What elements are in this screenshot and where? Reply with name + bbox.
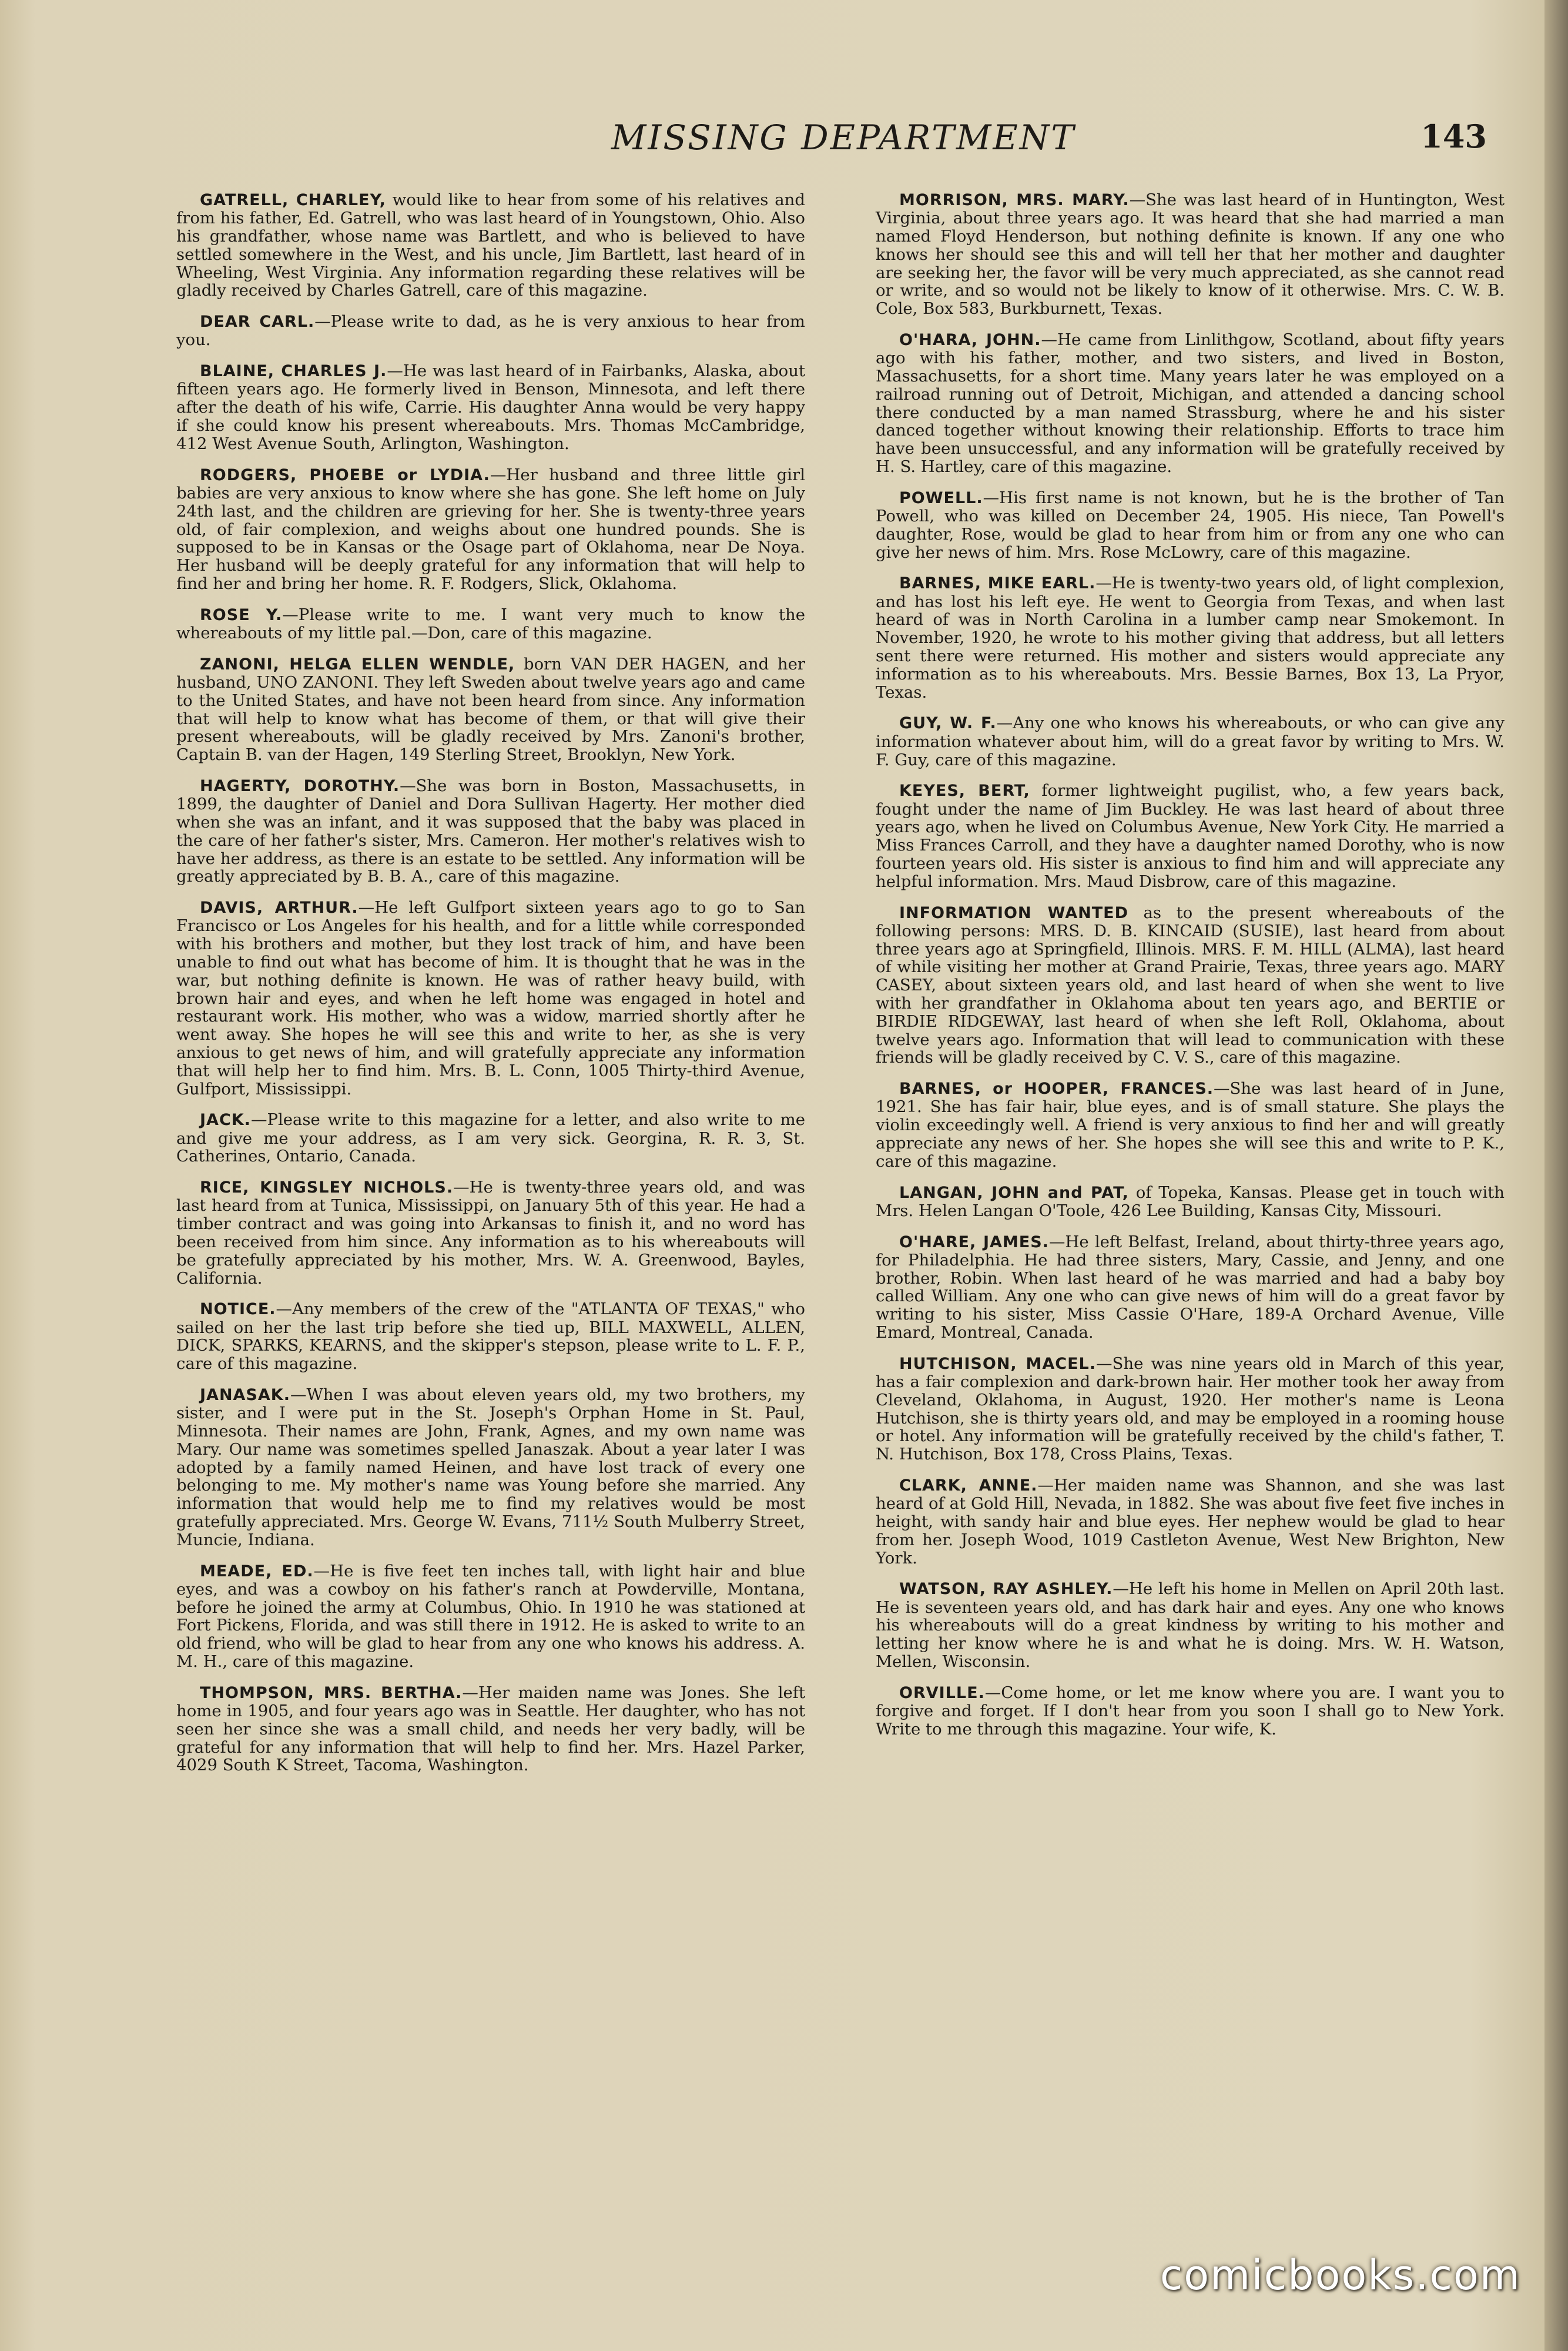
notice-name: WATSON, RAY ASHLEY. <box>899 1580 1113 1599</box>
site-watermark: comicbooks.com <box>1160 2251 1521 2299</box>
notice-body: —He is twenty-two years old, of light complexion, and has lost his left eye. He went to Georgia from Texas, and when last heard of was in North Carolina in a lumber camp near Smokemont. In November, 1920, he wrote to his mother giving that address, but all letters sent there were returned. His mother and sisters would appreciate any information as to his whereabouts. Mrs. Bessie Barnes, Box 13, La Pryor, Texas. <box>876 574 1505 702</box>
notice-entry <box>876 1580 1505 1670</box>
notice-entry <box>176 1178 805 1287</box>
notice-name: MORRISON, MRS. MARY. <box>899 191 1130 209</box>
notice-entry <box>176 899 805 1098</box>
notice-name: O'HARE, JAMES. <box>899 1233 1049 1251</box>
notice-body: —She was last heard of in Huntington, West Virginia, about three years ago. It was heard that she had married a man named Floyd Henderson, but nothing definite is known. If any one who knows her should see this and will tell her that her mother and daughter are seeking her, the favor will be very much appreciated, as she cannot read or write, and so would not be likely to know of it otherwise. Mrs. C. W. B. Cole, Box 583, Burkburnett, Texas. <box>876 190 1505 319</box>
notice-name: DAVIS, ARTHUR. <box>200 899 359 917</box>
notice-body: —He left Gulfport sixteen years ago to go to San Francisco or Los Angeles for his health, and for a little while corresponded with his brothers and mother, but they lost track of him, and have been unable to find out what has become of him. It is thought that he was in the war, but nothing definite is known. He was of rather heavy build, with brown hair and eyes, and when he left home was engaged in hotel and restaurant work. His mother, who was a widow, married shortly after he went away. She hopes he will see this and write to her, as she is very anxious to get news of him, and will gratefully appreciate any information that will help her to find him. Mrs. B. L. Conn, 1005 Thirty-third Avenue, Gulfport, Mississippi. <box>176 898 805 1099</box>
notice-name: O'HARA, JOHN. <box>899 331 1041 350</box>
notice-name: ZANONI, HELGA ELLEN WENDLE, <box>200 655 515 674</box>
notice-entry <box>176 606 805 642</box>
notice-entry <box>876 1355 1505 1463</box>
notice-entry <box>176 191 805 300</box>
notice-name: BLAINE, CHARLES J. <box>200 362 387 381</box>
notice-body: born VAN DER HAGEN, and her husband, UNO ZANONI. They left Sweden about twelve years ago and came to the United States, and have not been heard from since. Any information that will help to know what has become of them, or that will give their present whereabouts, will be gladly received by Mrs. Zanoni's brother, Captain B. van der Hagen, 149 Sterling Street, Brooklyn, New York. <box>176 654 805 765</box>
notice-name: ROSE Y. <box>200 605 283 624</box>
notice-entry <box>176 1684 805 1774</box>
notice-name: DEAR CARL. <box>200 313 315 331</box>
notice-entry <box>176 777 805 886</box>
notice-body: —He came from Linlithgow, Scotland, about fifty years ago with his father, mother, and two sisters, and lived in Boston, Massachusetts, for a short time. Many years later he was employed on a railroad running out of Detroit, Michigan, and attended a dancing school there conducted by a man named Strassburg, where he and his sister danced together without knowing their relationship. Efforts to trace him have been unsuccessful, and any information will be gratefully received by H. S. Hartley, care of this magazine. <box>876 330 1505 477</box>
notice-name: BARNES, or HOOPER, FRANCES. <box>899 1080 1214 1099</box>
notice-body: —Any members of the crew of the "ATLANTA OF TEXAS," who sailed on her the last trip before she tied up, BILL MAXWELL, ALLEN, DICK, SPARKS, KEARNS, and the skipper's stepson, please write to L. F. P., care of this magazine. <box>176 1300 805 1374</box>
notice-entry <box>876 1233 1505 1342</box>
notice-entry <box>176 466 805 593</box>
notice-name: JACK. <box>200 1111 251 1130</box>
page-binding-edge <box>1544 0 1568 2351</box>
notice-body: —Please write to me. I want very much to know the whereabouts of my little pal.—Don, care of this magazine. <box>176 605 805 642</box>
notice-name: BARNES, MIKE EARL. <box>899 574 1096 593</box>
left-column <box>176 191 805 1787</box>
notice-entry <box>876 191 1505 318</box>
notice-body: former lightweight pugilist, who, a few years back, fought under the name of Jim Buckley. He was last heard of about three years ago, when he lived on Columbus Avenue, New York City. He married a Miss Frances Carroll, and they have a daughter named Dorothy, who is now fourteen years old. His sister is anxious to find him and will appreciate any helpful information. Mrs. Maud Disbrow, care of this magazine. <box>876 781 1505 891</box>
notice-entry <box>876 714 1505 769</box>
notice-body: —He was last heard of in Fairbanks, Alaska, about fifteen years ago. He formerly lived in Benson, Minnesota, and left there after the death of his wife, Carrie. His daughter Anna would be very happy if she could know his present whereabouts. Mrs. Thomas McCambridge, 412 West Avenue South, Arlington, Washington. <box>176 361 805 453</box>
notice-body: —Please write to this magazine for a letter, and also write to me and give me your address, as I am very sick. Georgina, R. R. 3, St. Catherines, Ontario, Canada. <box>176 1110 805 1166</box>
notice-name: POWELL. <box>899 488 983 507</box>
notice-body: —Her maiden name was Shannon, and she was last heard of at Gold Hill, Nevada, in 1882. She was about five feet five inches in height, with sandy hair and blue eyes. Her nephew would be glad to hear from her. Joseph Wood, 1019 Castleton Avenue, West New Brighton, New York. <box>876 1476 1505 1568</box>
notice-entry <box>176 1111 805 1166</box>
notice-name: ORVILLE. <box>899 1683 985 1702</box>
notice-entry <box>876 574 1505 701</box>
notice-entry <box>176 1386 805 1549</box>
notice-body: —When I was about eleven years old, my two brothers, my sister, and I were put in the St. Joseph's Orphan Home in St. Paul, Minnesota. Their names are John, Frank, Agnes, and my own name was Mary. Our name was sometimes spelled Janaszak. About a year later I was adopted by a family named Heinen, and have lost track of every one belonging to me. My mother's name was Young before she married. Any information that would help me to find my relatives would be most gratefully appreciated. Mrs. George W. Evans, 711½ South Mulberry Street, Muncie, Indiana. <box>176 1385 805 1549</box>
notice-body: would like to hear from some of his relatives and from his father, Ed. Gatrell, who was last heard of in Youngstown, Ohio. Also his grandfather, whose name was Bartlett, and who is believed to have settled somewhere in the West, and his uncle, Jim Bartlett, last heard of in Wheeling, West Virginia. Any information regarding these relatives will be gladly received by Charles Gatrell, care of this magazine. <box>176 190 806 300</box>
notice-entry <box>876 904 1505 1067</box>
notice-name: RICE, KINGSLEY NICHOLS. <box>200 1178 454 1197</box>
notice-name: GUY, W. F. <box>899 714 997 733</box>
notice-entry <box>876 1684 1505 1739</box>
notice-name: JANASAK. <box>200 1386 290 1405</box>
notice-body: —His first name is not known, but he is the brother of Tan Powell, who was killed on December 24, 1905. His niece, Tan Powell's daughter, Rose, would be glad to hear from him or from any one who can give her news of him. Mrs. Rose McLowry, care of this magazine. <box>876 488 1505 562</box>
notice-name: CLARK, ANNE. <box>899 1476 1038 1495</box>
notice-body: —Her husband and three little girl babies are very anxious to know where she has gone. She left home on July 24th last, and the children are grieving for her. She is twenty-three years old, of fair complexion, and weighs about one hundred pounds. She is supposed to be in Kansas or the Osage part of Oklahoma, near De Noya. Her husband will be deeply grateful for any information that will help to find her and bring her home. R. F. Rodgers, Slick, Oklahoma. <box>176 465 805 593</box>
right-column <box>876 191 1505 1751</box>
notice-entry <box>176 1562 805 1671</box>
notice-entry <box>176 313 805 349</box>
notice-entry <box>176 1300 805 1373</box>
page-number: 143 <box>1420 118 1487 155</box>
notice-body: —She was nine years old in March of this year, has a fair complexion and dark-brown hair. Her mother took her away from Cleveland, Oklahoma, in August, 1920. Her mother's name is Leona Hutchison, she is thirty years old, and may be employed in a rooming house or hotel. Any information will be gratefully received by the child's father, T. N. Hutchison, Box 178, Cross Plains, Texas. <box>876 1354 1505 1464</box>
notice-body: —He left Belfast, Ireland, about thirty-three years ago, for Philadelphia. He had three sisters, Mary, Cassie, and Jenny, and one brother, Robin. When last heard of he was married and had a baby boy called William. Any one who can give news of him will do a great favor by writing to his sister, Miss Cassie O'Hare, 189-A Orchard Avenue, Ville Emard, Montreal, Canada. <box>876 1232 1505 1342</box>
notice-body: —He left his home in Mellen on April 20th last. He is seventeen years old, and has dark hair and eyes. Any one who knows his whereabouts will do a great kindness by writing to his mother and letting her know where he is and what he is doing. Mrs. W. H. Watson, Mellen, Wisconsin. <box>876 1579 1505 1672</box>
notice-entry <box>876 489 1505 562</box>
notice-name: THOMPSON, MRS. BERTHA. <box>200 1683 463 1702</box>
notice-name: INFORMATION WANTED <box>899 903 1129 922</box>
notice-body: —Please write to dad, as he is very anxious to hear from you. <box>176 312 806 350</box>
notice-entry <box>876 782 1505 890</box>
notice-body: as to the present whereabouts of the following persons: MRS. D. B. KINCAID (SUSIE), last heard from about three years ago at Springfield, Illinois. MRS. F. M. HILL (ALMA), last heard of while visiting her mother at Grand Prairie, Texas, three years ago. MARY CASEY, about sixteen years old, and last heard of when she went to live with her grandfather in Oklahoma about ten years ago, and BERTIE or BIRDIE RIDGEWAY, last heard of when she left Roll, Oklahoma, about twelve years ago. Information that will lead to communication with these friends will be gladly received by C. V. S., care of this magazine. <box>876 903 1505 1067</box>
notice-entry <box>176 362 805 453</box>
notice-body: of Topeka, Kansas. Please get in touch with Mrs. Helen Langan O'Toole, 426 Lee Building, Kansas City, Missouri. <box>876 1183 1505 1220</box>
notice-body: —Come home, or let me know where you are. I want you to forgive and forget. If I don't hear from you soon I shall go to New York. Write to me through this magazine. Your wife, K. <box>876 1683 1505 1739</box>
notice-name: LANGAN, JOHN and PAT, <box>899 1183 1129 1202</box>
notice-body: —He is twenty-three years old, and was last heard from at Tunica, Mississippi, on January 5th of this year. He had a timber contract and was going into Arkansas to finish it, and no word has been received from him since. Any information as to his whereabouts will be gratefully appreciated by his mother, Mrs. W. A. Greenwood, Bayles, California. <box>176 1178 805 1288</box>
notice-body: —Any one who knows his whereabouts, or who can give any information whatever about him, will do a great favor by writing to Mrs. W. F. Guy, care of this magazine. <box>876 714 1505 769</box>
page-header <box>611 118 1493 165</box>
notice-entry <box>876 1080 1505 1170</box>
notice-name: NOTICE. <box>200 1300 276 1319</box>
notice-body: —He is five feet ten inches tall, with light hair and blue eyes, and was a cowboy on his father's ranch at Powderville, Montana, before he joined the army at Columbus, Ohio. In 1910 he was stationed at Fort Pickens, Florida, and was still there in 1912. He is asked to write to an old friend, who will be glad to hear from any one who knows his address. A. M. H., care of this magazine. <box>176 1561 805 1672</box>
notice-name: HAGERTY, DOROTHY. <box>200 776 400 795</box>
notice-entry <box>176 655 805 764</box>
notice-body: —Her maiden name was Jones. She left home in 1905, and four years ago was in Seattle. Her daughter, who has not seen her since she was a small child, and needs her very badly, will be grateful for any information that will help to find her. Mrs. Hazel Parker, 4029 South K Street, Tacoma, Washington. <box>176 1683 805 1775</box>
notice-name: RODGERS, PHOEBE or LYDIA. <box>200 465 490 484</box>
notice-name: MEADE, ED. <box>200 1562 314 1580</box>
notice-name: HUTCHISON, MACEL. <box>899 1354 1097 1373</box>
notice-entry <box>876 331 1505 476</box>
notice-entry <box>876 1476 1505 1567</box>
notice-name: KEYES, BERT, <box>899 782 1030 801</box>
notice-body: —She was born in Boston, Massachusetts, in 1899, the daughter of Daniel and Dora Sullivan Hagerty. Her mother died when she was an infant, and it was supposed that the baby was placed in the care of her father's sister, Mrs. Cameron. Her mother's relatives wish to have her address, as there is an estate to be settled. Any information will be greatly appreciated by B. B. A., care of this magazine. <box>176 776 805 886</box>
notice-name: GATRELL, CHARLEY, <box>200 191 386 209</box>
section-title: MISSING DEPARTMENT <box>611 118 1076 158</box>
notice-entry <box>876 1184 1505 1220</box>
notice-body: —She was last heard of in June, 1921. She has fair hair, blue eyes, and is of small stature. She plays the violin exceedingly well. A friend is very anxious to find her and will greatly appreciate any news of her. She hopes she will see this and write to P. K., care of this magazine. <box>876 1079 1505 1171</box>
